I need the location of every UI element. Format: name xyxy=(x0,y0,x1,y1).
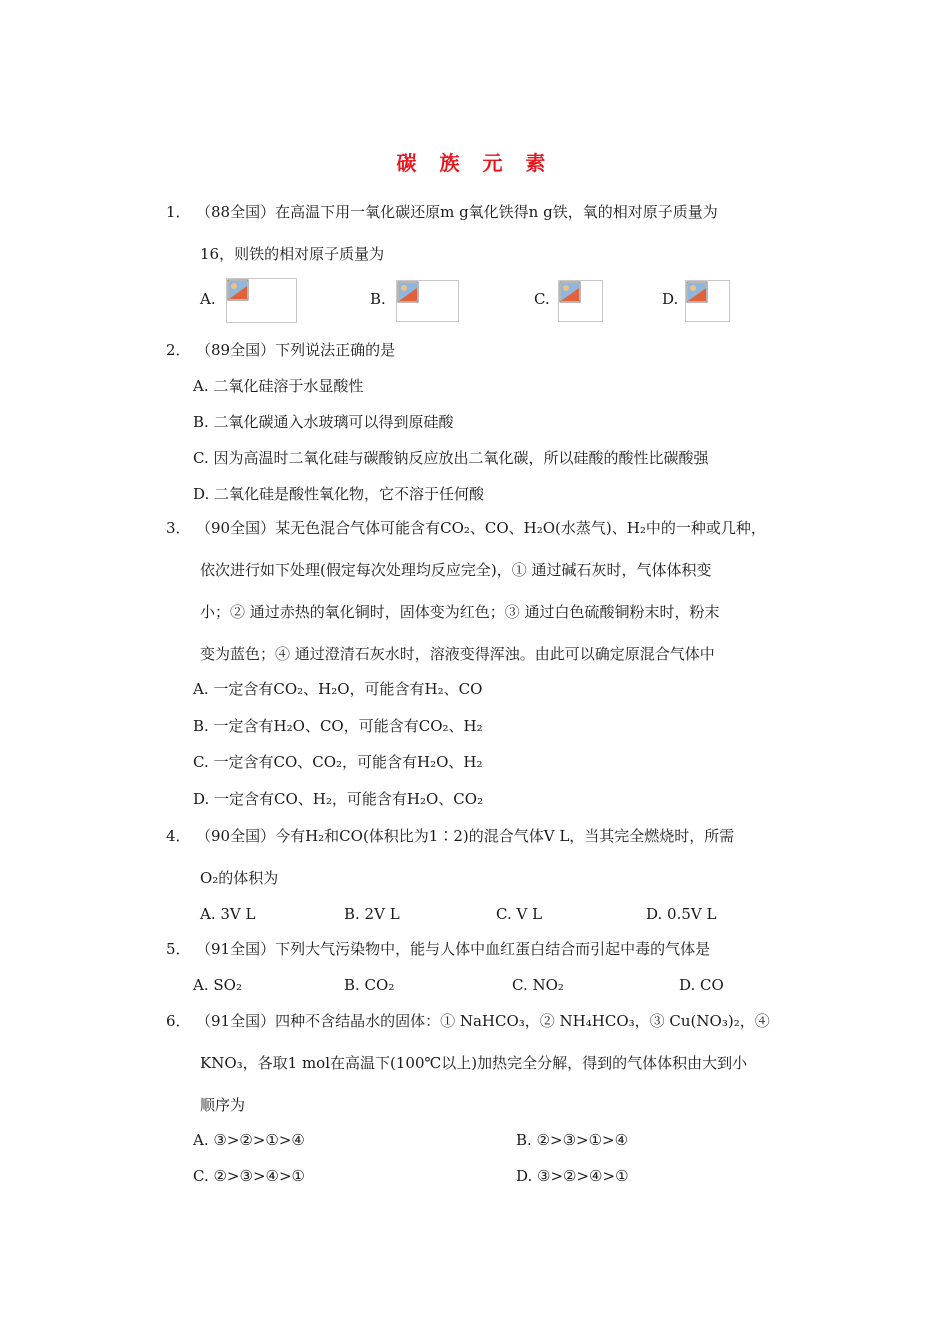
question-stem: 依次进行如下处理(假定每次处理均反应完全)，① 通过碱石灰时，气体体积变 xyxy=(200,561,712,579)
question-stem: 顺序为 xyxy=(200,1096,246,1114)
question-stem: （90全国）今有H₂和CO(体积比为1∶2)的混合气体V L，当其完全燃烧时，所需 xyxy=(196,827,735,845)
question-stem: （91全国）四种不含结晶水的固体：① NaHCO₃，② NH₄HCO₃，③ Cu(NO₃)₂，④ xyxy=(196,1012,770,1030)
question-stem: （88全国）在高温下用一氧化碳还原m g氧化铁得n g铁，氧的相对原子质量为 xyxy=(196,203,718,221)
option: B. 2V L xyxy=(344,905,400,923)
option-image xyxy=(396,280,459,322)
option-label: D. xyxy=(662,290,679,308)
option: D. 0.5V L xyxy=(646,905,717,923)
question-stem: （89全国）下列说法正确的是 xyxy=(196,341,396,359)
option: A. 3V L xyxy=(200,905,256,923)
option: C. 因为高温时二氧化硅与碳酸钠反应放出二氧化碳，所以硅酸的酸性比碳酸强 xyxy=(193,449,709,467)
option-label: C. xyxy=(534,290,550,308)
option: A. ③>②>①>④ xyxy=(193,1131,305,1149)
question-stem: （91全国）下列大气污染物中，能与人体中血红蛋白结合而引起中毒的气体是 xyxy=(196,940,711,958)
option: B. ②>③>①>④ xyxy=(516,1131,629,1149)
question-stem: KNO₃，各取1 mol在高温下(100℃以上)加热完全分解，得到的气体体积由大到小 xyxy=(200,1054,748,1072)
question-stem: O₂的体积为 xyxy=(200,869,279,887)
broken-image-icon xyxy=(397,281,419,303)
option: D. 二氧化硅是酸性氧化物，它不溶于任何酸 xyxy=(193,485,485,503)
option: B. 一定含有H₂O、CO，可能含有CO₂、H₂ xyxy=(193,717,483,735)
option: B. 二氧化碳通入水玻璃可以得到原硅酸 xyxy=(193,413,454,431)
option: B. CO₂ xyxy=(344,976,395,994)
option: A. 二氧化硅溶于水显酸性 xyxy=(193,377,364,395)
option: C. ②>③>④>① xyxy=(193,1167,305,1185)
broken-image-icon xyxy=(686,281,708,303)
broken-image-icon xyxy=(559,281,581,303)
option-image xyxy=(685,280,730,322)
question-stem: 16，则铁的相对原子质量为 xyxy=(200,245,385,263)
question-number: 4． xyxy=(166,827,191,845)
option: D. 一定含有CO、H₂，可能含有H₂O、CO₂ xyxy=(193,790,484,808)
question-stem: （90全国）某无色混合气体可能含有CO₂、CO、H₂O(水蒸气)、H₂中的一种或几种， xyxy=(196,519,766,537)
question-number: 2． xyxy=(166,341,191,359)
option: D. CO xyxy=(679,976,724,994)
question-number: 3． xyxy=(166,519,191,537)
option: C. V L xyxy=(496,905,543,923)
option: C. NO₂ xyxy=(512,976,564,994)
option: C. 一定含有CO、CO₂，可能含有H₂O、H₂ xyxy=(193,753,483,771)
page-title: 碳 族 元 素 xyxy=(396,151,554,175)
question-stem: 小；② 通过赤热的氧化铜时，固体变为红色；③ 通过白色硫酸铜粉末时，粉末 xyxy=(200,603,720,621)
option: A. 一定含有CO₂、H₂O，可能含有H₂、CO xyxy=(193,680,483,698)
question-number: 6． xyxy=(166,1012,191,1030)
option: D. ③>②>④>① xyxy=(516,1167,629,1185)
question-number: 1． xyxy=(166,203,191,221)
question-number: 5． xyxy=(166,940,191,958)
question-stem: 变为蓝色；④ 通过澄清石灰水时，溶液变得浑浊。由此可以确定原混合气体中 xyxy=(200,645,715,663)
option: A. SO₂ xyxy=(193,976,242,994)
option-image xyxy=(226,278,297,323)
broken-image-icon xyxy=(227,279,249,301)
option-label: A. xyxy=(200,290,216,308)
option-label: B. xyxy=(370,290,386,308)
option-image xyxy=(558,280,603,322)
